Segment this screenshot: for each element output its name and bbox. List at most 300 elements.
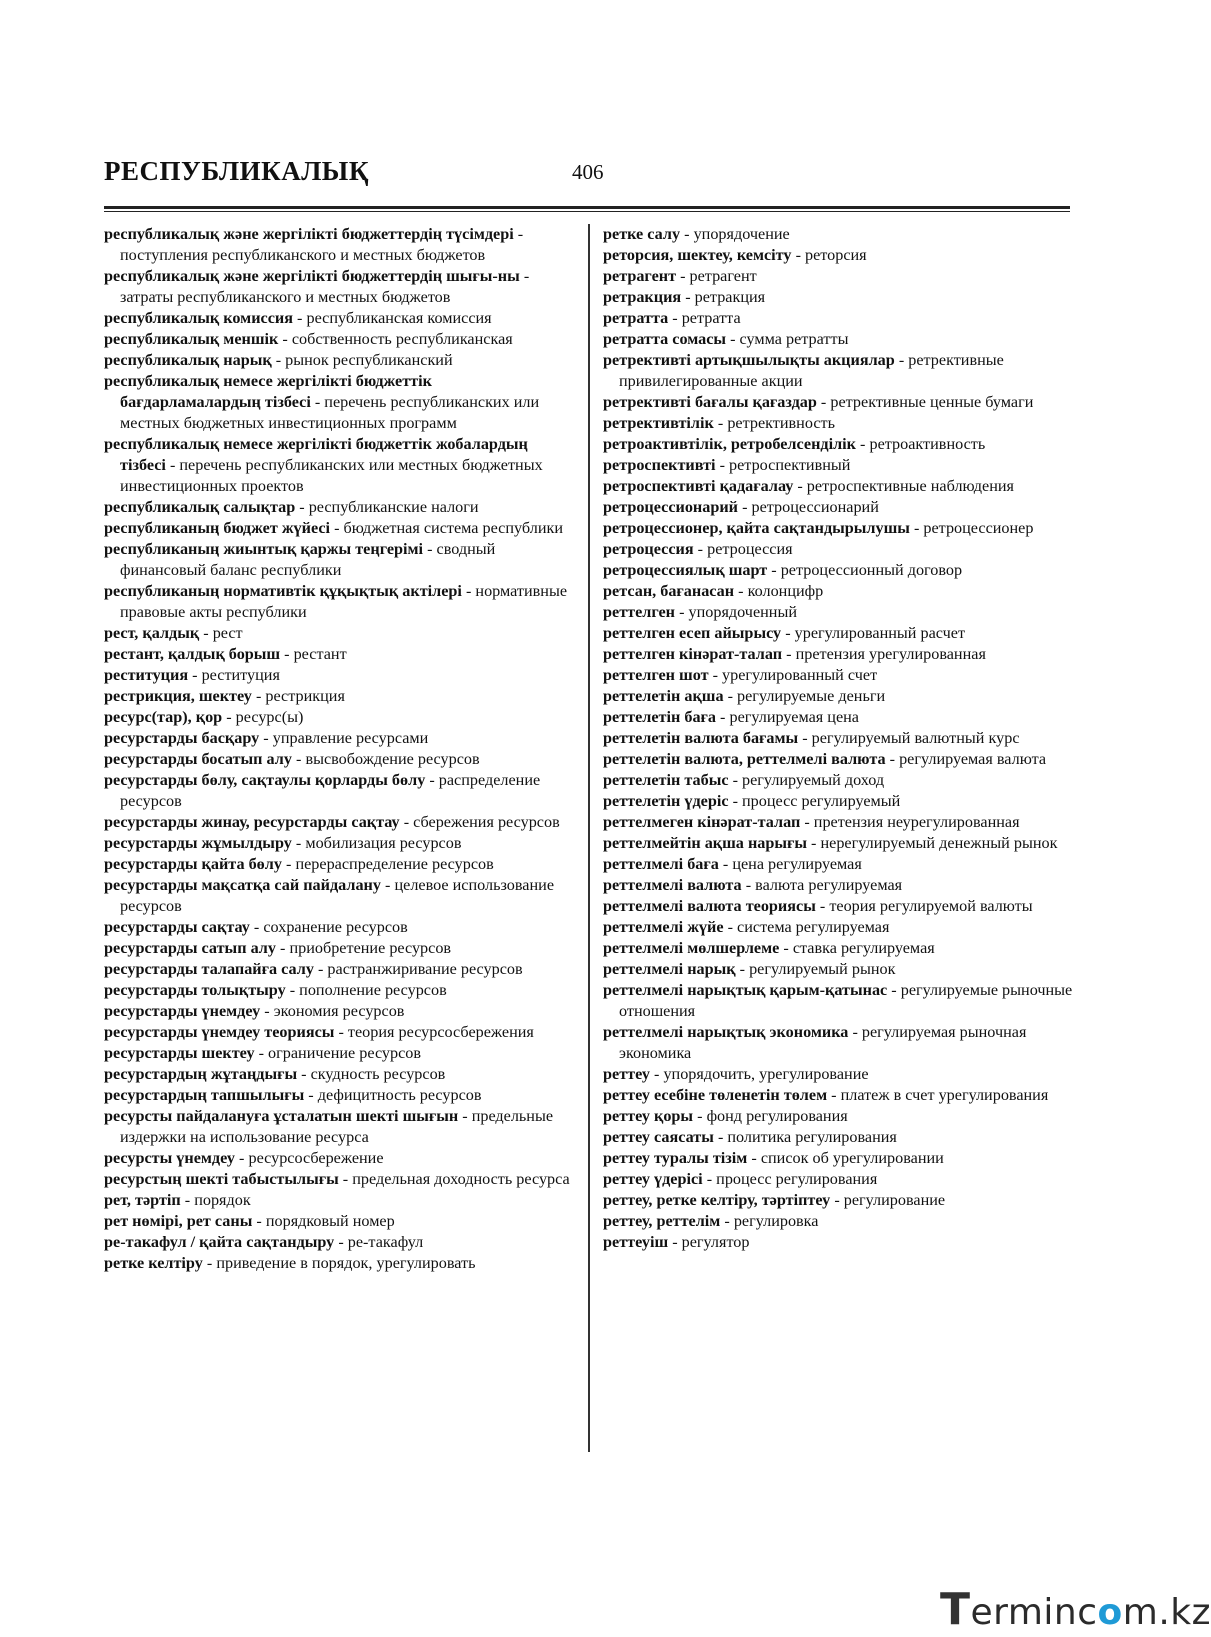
entry-term: ресурстарды басқару <box>104 729 260 747</box>
dictionary-entry <box>603 749 1073 770</box>
dictionary-entry <box>603 308 1073 329</box>
entry-definition: предельная доходность ресурса <box>352 1170 570 1188</box>
entry-term: реттелмелі валюта теориясы <box>603 897 816 915</box>
entry-term: ретрагент <box>603 267 677 285</box>
entry-definition: перераспределение ресурсов <box>295 855 494 873</box>
watermark-t: T <box>940 1584 971 1635</box>
entry-term: реттеу есебіне төленетін төлем <box>603 1086 828 1104</box>
entry-separator: - <box>909 519 924 537</box>
entry-term: реттелмелі нарықтық қарым-қатынас <box>603 981 888 999</box>
column-divider <box>588 224 590 1452</box>
entry-separator: - <box>681 288 695 306</box>
entry-separator: - <box>295 498 309 516</box>
entry-definition: приведение в порядок, урегулировать <box>216 1254 476 1272</box>
dictionary-entry <box>104 1253 572 1274</box>
entry-separator: - <box>513 225 524 243</box>
dictionary-entry <box>104 665 572 686</box>
entry-separator: - <box>222 708 236 726</box>
entry-term: республикалық меншік <box>104 330 279 348</box>
entry-term: рестант, қалдық борыш <box>104 645 281 663</box>
entry-separator: - <box>165 456 180 474</box>
entry-definition: ретроцессионарий <box>751 498 879 516</box>
entry-term: ресурстарды бөлу, сақтаулы қорларды бөлу <box>104 771 426 789</box>
entry-separator: - <box>708 666 723 684</box>
entry-definition: затраты республиканского и местных бюджетов <box>120 288 451 306</box>
entry-definition: рестрикция <box>265 687 345 705</box>
entry-separator: - <box>827 1086 841 1104</box>
dictionary-entry <box>104 518 572 539</box>
entry-term: ресурс(тар), қор <box>104 708 223 726</box>
entry-definition: платеж в счет урегулирования <box>840 1086 1049 1104</box>
dictionary-entry <box>104 917 572 938</box>
entry-term: ресурстарды шектеу <box>104 1044 255 1062</box>
entry-definition: регулирование <box>843 1191 946 1209</box>
entry-separator: - <box>199 624 213 642</box>
entry-separator: - <box>747 1149 761 1167</box>
dictionary-entry <box>603 1085 1073 1106</box>
entry-term: рет, тәртіп <box>104 1191 181 1209</box>
entry-term: реттелмелі нарықтық экономика <box>603 1023 849 1041</box>
page-number: 406 <box>572 160 604 184</box>
entry-separator: - <box>304 1086 318 1104</box>
entry-separator: - <box>259 729 273 747</box>
entry-definition: собственность республиканская <box>291 330 513 348</box>
dictionary-entry <box>104 308 572 329</box>
entry-definition: высвобождение ресурсов <box>305 750 480 768</box>
dictionary-entry <box>104 497 572 518</box>
dictionary-entry <box>603 791 1073 812</box>
entry-definition: теория ресурсосбережения <box>347 1023 534 1041</box>
entry-separator: - <box>728 771 743 789</box>
entry-term: ресурстарды жұмылдыру <box>104 834 292 852</box>
entry-definition: рестант <box>293 645 347 663</box>
dictionary-entry <box>603 581 1073 602</box>
running-head-title: РЕСПУБЛИКАЛЫҚ <box>104 156 369 186</box>
dictionary-entry <box>104 707 572 728</box>
dictionary-entry <box>104 959 572 980</box>
dictionary-entry <box>603 896 1073 917</box>
entry-definition: ретроцессионный договор <box>780 561 963 579</box>
entry-term: ретратта сомасы <box>603 330 727 348</box>
entry-definition: ретратта <box>681 309 741 327</box>
entry-term: реституция <box>104 666 189 684</box>
entry-separator: - <box>334 1023 348 1041</box>
entry-separator: - <box>180 1191 195 1209</box>
dictionary-entry <box>104 224 572 266</box>
entry-term: реттелетін үдеріс <box>603 792 729 810</box>
entry-definition: реституция <box>201 666 280 684</box>
entry-separator: - <box>781 624 795 642</box>
entry-term: республикалық салықтар <box>104 498 296 516</box>
entry-definition: ретракция <box>694 288 766 306</box>
dictionary-entry <box>104 875 572 917</box>
entry-term: ресурстарды қайта бөлу <box>104 855 282 873</box>
dictionary-entry <box>603 266 1073 287</box>
entry-term: ресурстарды сатып алу <box>104 939 276 957</box>
entry-term: реттелген <box>603 603 676 621</box>
dictionary-entry <box>104 1085 572 1106</box>
entry-separator: - <box>702 1170 717 1188</box>
entry-term: ресурстарды сақтау <box>104 918 250 936</box>
entry-definition: регулируемая цена <box>729 708 859 726</box>
entry-definition: ресурс(ы) <box>235 708 304 726</box>
entry-separator: - <box>726 330 740 348</box>
entry-separator: - <box>291 750 306 768</box>
entry-separator: - <box>280 645 294 663</box>
dictionary-entry <box>603 1106 1073 1127</box>
entry-term: реттелмелі нарық <box>603 960 736 978</box>
entry-separator: - <box>728 792 743 810</box>
entry-separator: - <box>338 1170 353 1188</box>
dictionary-entry <box>603 518 1073 539</box>
dictionary-entry <box>104 1106 572 1148</box>
entry-separator: - <box>718 855 733 873</box>
dictionary-entry <box>603 854 1073 875</box>
entry-definition: ретрективные привилегированные акции <box>619 351 1004 390</box>
entry-separator: - <box>275 939 290 957</box>
entry-separator: - <box>676 267 690 285</box>
entry-definition: пополнение ресурсов <box>299 981 447 999</box>
entry-term: реттелген шот <box>603 666 709 684</box>
entry-term: республиканың бюджет жүйесі <box>104 519 331 537</box>
header-rule-thin <box>104 211 1070 212</box>
entry-term: ретратта <box>603 309 669 327</box>
entry-separator: - <box>693 1107 707 1125</box>
dictionary-entry <box>104 1232 572 1253</box>
dictionary-entry <box>603 707 1073 728</box>
entry-definition: порядок <box>194 1191 251 1209</box>
entry-term: ретракция <box>603 288 682 306</box>
entry-separator: - <box>281 855 296 873</box>
entry-separator: - <box>815 897 830 915</box>
entry-term: ретроцессионарий <box>603 498 739 516</box>
entry-term: ре-такафул / қайта сақтандыру <box>104 1233 335 1251</box>
entry-separator: - <box>680 225 694 243</box>
entry-separator: - <box>894 351 909 369</box>
entry-separator: - <box>313 960 328 978</box>
entry-term: реттелетін валюта бағамы <box>603 729 799 747</box>
entry-separator: - <box>741 876 756 894</box>
entry-separator: - <box>234 1149 249 1167</box>
entry-definition: нерегулируемый денежный рынок <box>820 834 1058 852</box>
entry-definition: регулируемые деньги <box>737 687 886 705</box>
dictionary-entry <box>603 644 1073 665</box>
entry-term: ретсан, бағанасан <box>603 582 735 600</box>
dictionary-entry <box>104 980 572 1001</box>
entry-definition: приобретение ресурсов <box>289 939 452 957</box>
entry-term: ресурстардың жұтаңдығы <box>104 1065 298 1083</box>
entry-term: реттеу, реттелім <box>603 1212 721 1230</box>
dictionary-entry <box>603 665 1073 686</box>
entry-definition: бюджетная система республики <box>343 519 564 537</box>
entry-term: реттеу, ретке келтіру, тәртіптеу <box>603 1191 831 1209</box>
entry-definition: нормативные правовые акты республики <box>120 582 568 621</box>
entry-term: реттелетін баға <box>603 708 716 726</box>
entry-term: ресурстарды үнемдеу <box>104 1002 261 1020</box>
entry-term: ретрективті артықшылықты акциялар <box>603 351 895 369</box>
entry-definition: валюта регулируемая <box>755 876 903 894</box>
entry-definition: регулируемая рыночная экономика <box>619 1023 1027 1062</box>
entry-separator: - <box>330 519 344 537</box>
entry-separator: - <box>425 771 439 789</box>
dictionary-entry <box>603 1232 1073 1253</box>
entry-term: республикалық нарық <box>104 351 272 369</box>
dictionary-entry <box>104 728 572 749</box>
watermark-text-b: m.kz <box>1122 1592 1211 1633</box>
entry-definition: список об урегулировании <box>760 1149 944 1167</box>
entry-definition: растранжиривание ресурсов <box>327 960 523 978</box>
dictionary-entry <box>603 1064 1073 1085</box>
entry-definition: ретрагент <box>689 267 757 285</box>
dictionary-entry <box>104 1148 572 1169</box>
entry-term: реттелмейтін ақша нарығы <box>603 834 807 852</box>
entry-definition: упорядочение <box>693 225 790 243</box>
dictionary-entry <box>603 875 1073 896</box>
entry-separator: - <box>738 498 752 516</box>
entry-definition: регулируемый рынок <box>749 960 896 978</box>
entry-separator: - <box>734 582 748 600</box>
entry-separator: - <box>735 960 750 978</box>
entry-definition: рынок республиканский <box>285 351 453 369</box>
dictionary-entry <box>603 1211 1073 1232</box>
entry-term: реттелмелі жүйе <box>603 918 724 936</box>
entry-separator: - <box>461 582 476 600</box>
entry-separator: - <box>334 1233 348 1251</box>
entry-definition: предельные издержки на использование ресурса <box>120 1107 554 1146</box>
entry-definition: сохранение ресурсов <box>263 918 408 936</box>
entry-definition: ставка регулируемая <box>792 939 935 957</box>
entry-definition: упорядоченный <box>688 603 797 621</box>
entry-definition: республиканские налоги <box>308 498 479 516</box>
entry-separator: - <box>793 477 807 495</box>
entry-term: республиканың нормативтік құқықтық актілері <box>104 582 462 600</box>
entry-term: ретроспективті <box>603 456 716 474</box>
entry-separator: - <box>887 981 901 999</box>
dictionary-entry <box>603 1127 1073 1148</box>
entry-term: реттеу үдерісі <box>603 1170 703 1188</box>
dictionary-entry <box>603 392 1073 413</box>
entry-separator: - <box>293 309 307 327</box>
entry-separator: - <box>791 246 805 264</box>
entry-separator: - <box>458 1107 472 1125</box>
entry-definition: претензия урегулированная <box>795 645 986 663</box>
entry-term: республикалық немесе жергілікті бюджеттік жобалардың тізбесі <box>104 435 528 474</box>
entry-separator: - <box>297 1065 311 1083</box>
entry-definition: республиканская комиссия <box>306 309 492 327</box>
entry-definition: сумма ретратты <box>739 330 849 348</box>
entry-term: реттелген кінәрат-талап <box>603 645 783 663</box>
entry-term: ресурсты пайдалануға ұсталатын шекті шығын <box>104 1107 459 1125</box>
dictionary-entry <box>104 770 572 812</box>
entry-term: ретрективті бағалы қағаздар <box>603 393 817 411</box>
dictionary-entry <box>104 1064 572 1085</box>
entry-definition: претензия неурегулированная <box>813 813 1020 831</box>
entry-definition: урегулированный счет <box>722 666 878 684</box>
entry-term: ретке салу <box>603 225 681 243</box>
entry-separator: - <box>782 645 796 663</box>
entry-separator: - <box>271 351 286 369</box>
dictionary-entry <box>104 539 572 581</box>
entry-separator: - <box>399 813 414 831</box>
entry-term: реттеу саясаты <box>603 1128 714 1146</box>
entry-term: реторсия, шектеу, кемсіту <box>603 246 792 264</box>
entry-term: реттелген есеп айырысу <box>603 624 782 642</box>
dictionary-entry <box>104 1022 572 1043</box>
dictionary-entry <box>104 854 572 875</box>
entry-term: ретроспективті қадағалау <box>603 477 794 495</box>
dictionary-entry <box>603 833 1073 854</box>
entry-definition: сводный финансовый баланс республики <box>120 540 496 579</box>
entry-separator: - <box>423 540 437 558</box>
entry-term: рест, қалдық <box>104 624 200 642</box>
entry-term: ресурстың шекті табыстылығы <box>104 1170 339 1188</box>
entry-term: реттелмеген кінәрат-талап <box>603 813 801 831</box>
entry-definition: ретроактивность <box>869 435 986 453</box>
entry-term: реттелмелі валюта <box>603 876 742 894</box>
entry-separator: - <box>800 813 814 831</box>
entry-definition: ретроспективные наблюдения <box>806 477 1014 495</box>
dictionary-entry <box>603 938 1073 959</box>
dictionary-entry <box>104 1043 572 1064</box>
entry-separator: - <box>723 687 738 705</box>
entry-definition: ретрективные ценные бумаги <box>830 393 1034 411</box>
entry-separator: - <box>278 330 292 348</box>
entry-separator: - <box>380 876 395 894</box>
dictionary-entry <box>104 1169 572 1190</box>
entry-term: ретрективтілік <box>603 414 714 432</box>
entry-definition: перечень республиканских или местных бюджетных инвестиционных проектов <box>120 456 543 495</box>
entry-separator: - <box>251 687 266 705</box>
dictionary-entry <box>603 224 1073 245</box>
dictionary-entry <box>603 350 1073 392</box>
entry-term: республикалық немесе жергілікті бюджеттік бағдарламалардың тізбесі <box>104 372 432 411</box>
dictionary-entry <box>603 728 1073 749</box>
entry-term: республиканың жиынтық қаржы теңгерімі <box>104 540 424 558</box>
entry-definition: рест <box>212 624 243 642</box>
dictionary-entry <box>104 1190 572 1211</box>
dictionary-entry <box>603 1169 1073 1190</box>
dictionary-entry <box>603 602 1073 623</box>
entry-definition: система регулируемая <box>737 918 890 936</box>
dictionary-entry <box>104 434 572 497</box>
entry-separator: - <box>252 1212 266 1230</box>
entry-separator: - <box>885 750 900 768</box>
entry-separator: - <box>310 393 325 411</box>
dictionary-entry <box>603 623 1073 644</box>
entry-separator: - <box>716 708 730 726</box>
watermark-text-a: erminc <box>970 1592 1098 1633</box>
dictionary-entry <box>603 917 1073 938</box>
header-rule-thick <box>104 206 1070 209</box>
entry-separator: - <box>816 393 831 411</box>
entry-term: рет нөмірі, рет саны <box>104 1212 253 1230</box>
entry-definition: процесс регулирования <box>716 1170 878 1188</box>
entry-definition: регулятор <box>681 1233 750 1251</box>
dictionary-entry <box>603 539 1073 560</box>
entry-definition: регулируемый доход <box>742 771 885 789</box>
entry-term: ретроцессионер, қайта сақтандырылушы <box>603 519 910 537</box>
entry-definition: дефицитность ресурсов <box>317 1086 482 1104</box>
entry-term: республикалық және жергілікті бюджеттердің шығы-ны <box>104 267 520 285</box>
entry-term: республикалық комиссия <box>104 309 293 327</box>
entry-separator: - <box>291 834 306 852</box>
entry-separator: - <box>713 1128 728 1146</box>
entry-definition: скудность ресурсов <box>310 1065 446 1083</box>
dictionary-entry <box>603 959 1073 980</box>
dictionary-entry <box>603 812 1073 833</box>
entry-definition: регулируемый валютный курс <box>811 729 1020 747</box>
entry-term: реттеуіш <box>603 1233 669 1251</box>
entry-definition: перечень республиканских или местных бюджетных инвестиционных программ <box>120 393 540 432</box>
entry-definition: урегулированный расчет <box>794 624 966 642</box>
dictionary-entry <box>603 476 1073 497</box>
right-column <box>603 224 1073 1253</box>
entry-definition: ре-такафул <box>347 1233 424 1251</box>
entry-term: республикалық және жергілікті бюджеттердің түсімдері <box>104 225 514 243</box>
dictionary-entry <box>104 1001 572 1022</box>
entry-definition: регулируемая валюта <box>899 750 1047 768</box>
entry-term: ресурсты үнемдеу <box>104 1149 235 1167</box>
dictionary-entry <box>603 329 1073 350</box>
dictionary-entry <box>104 686 572 707</box>
entry-definition: политика регулирования <box>727 1128 897 1146</box>
left-column <box>104 224 572 1274</box>
entry-definition: ретроцессия <box>707 540 793 558</box>
dictionary-entry <box>104 833 572 854</box>
entry-separator: - <box>767 561 781 579</box>
entry-definition: регулировка <box>733 1212 819 1230</box>
entry-definition: экономия ресурсов <box>273 1002 405 1020</box>
dictionary-entry <box>603 287 1073 308</box>
entry-definition: управление ресурсами <box>272 729 429 747</box>
entry-term: реттелетін валюта, реттелмелі валюта <box>603 750 886 768</box>
dictionary-entry <box>603 560 1073 581</box>
dictionary-entry <box>104 623 572 644</box>
entry-definition: теория регулируемой валюты <box>829 897 1033 915</box>
entry-separator: - <box>668 1233 682 1251</box>
entry-definition: мобилизация ресурсов <box>305 834 462 852</box>
entry-separator: - <box>249 918 264 936</box>
dictionary-entry <box>603 434 1073 455</box>
entry-definition: поступления республиканского и местных бюджетов <box>120 246 486 264</box>
entry-term: реттеу туралы тізім <box>603 1149 748 1167</box>
entry-definition: реторсия <box>805 246 867 264</box>
dictionary-entry <box>104 581 572 623</box>
terminkom-watermark <box>940 1584 1211 1635</box>
entry-separator: - <box>798 729 812 747</box>
entry-separator: - <box>519 267 530 285</box>
entry-separator: - <box>830 1191 844 1209</box>
entry-definition: фонд регулирования <box>706 1107 848 1125</box>
entry-definition: распределение ресурсов <box>120 771 541 810</box>
entry-definition: целевое использование ресурсов <box>120 876 555 915</box>
entry-separator: - <box>720 1212 734 1230</box>
entry-definition: ретроспективный <box>729 456 851 474</box>
entry-separator: - <box>715 456 730 474</box>
entry-separator: - <box>848 1023 862 1041</box>
entry-separator: - <box>807 834 821 852</box>
entry-separator: - <box>713 414 728 432</box>
entry-definition: процесс регулируемый <box>742 792 901 810</box>
entry-separator: - <box>675 603 689 621</box>
entry-definition: регулируемые рыночные отношения <box>619 981 1073 1020</box>
entry-separator: - <box>723 918 738 936</box>
entry-separator: - <box>779 939 793 957</box>
entry-term: рестрикция, шектеу <box>104 687 252 705</box>
entry-term: реттелетін табыс <box>603 771 729 789</box>
entry-definition: ресурсосбережение <box>248 1149 384 1167</box>
watermark-circle: o <box>1097 1592 1123 1633</box>
